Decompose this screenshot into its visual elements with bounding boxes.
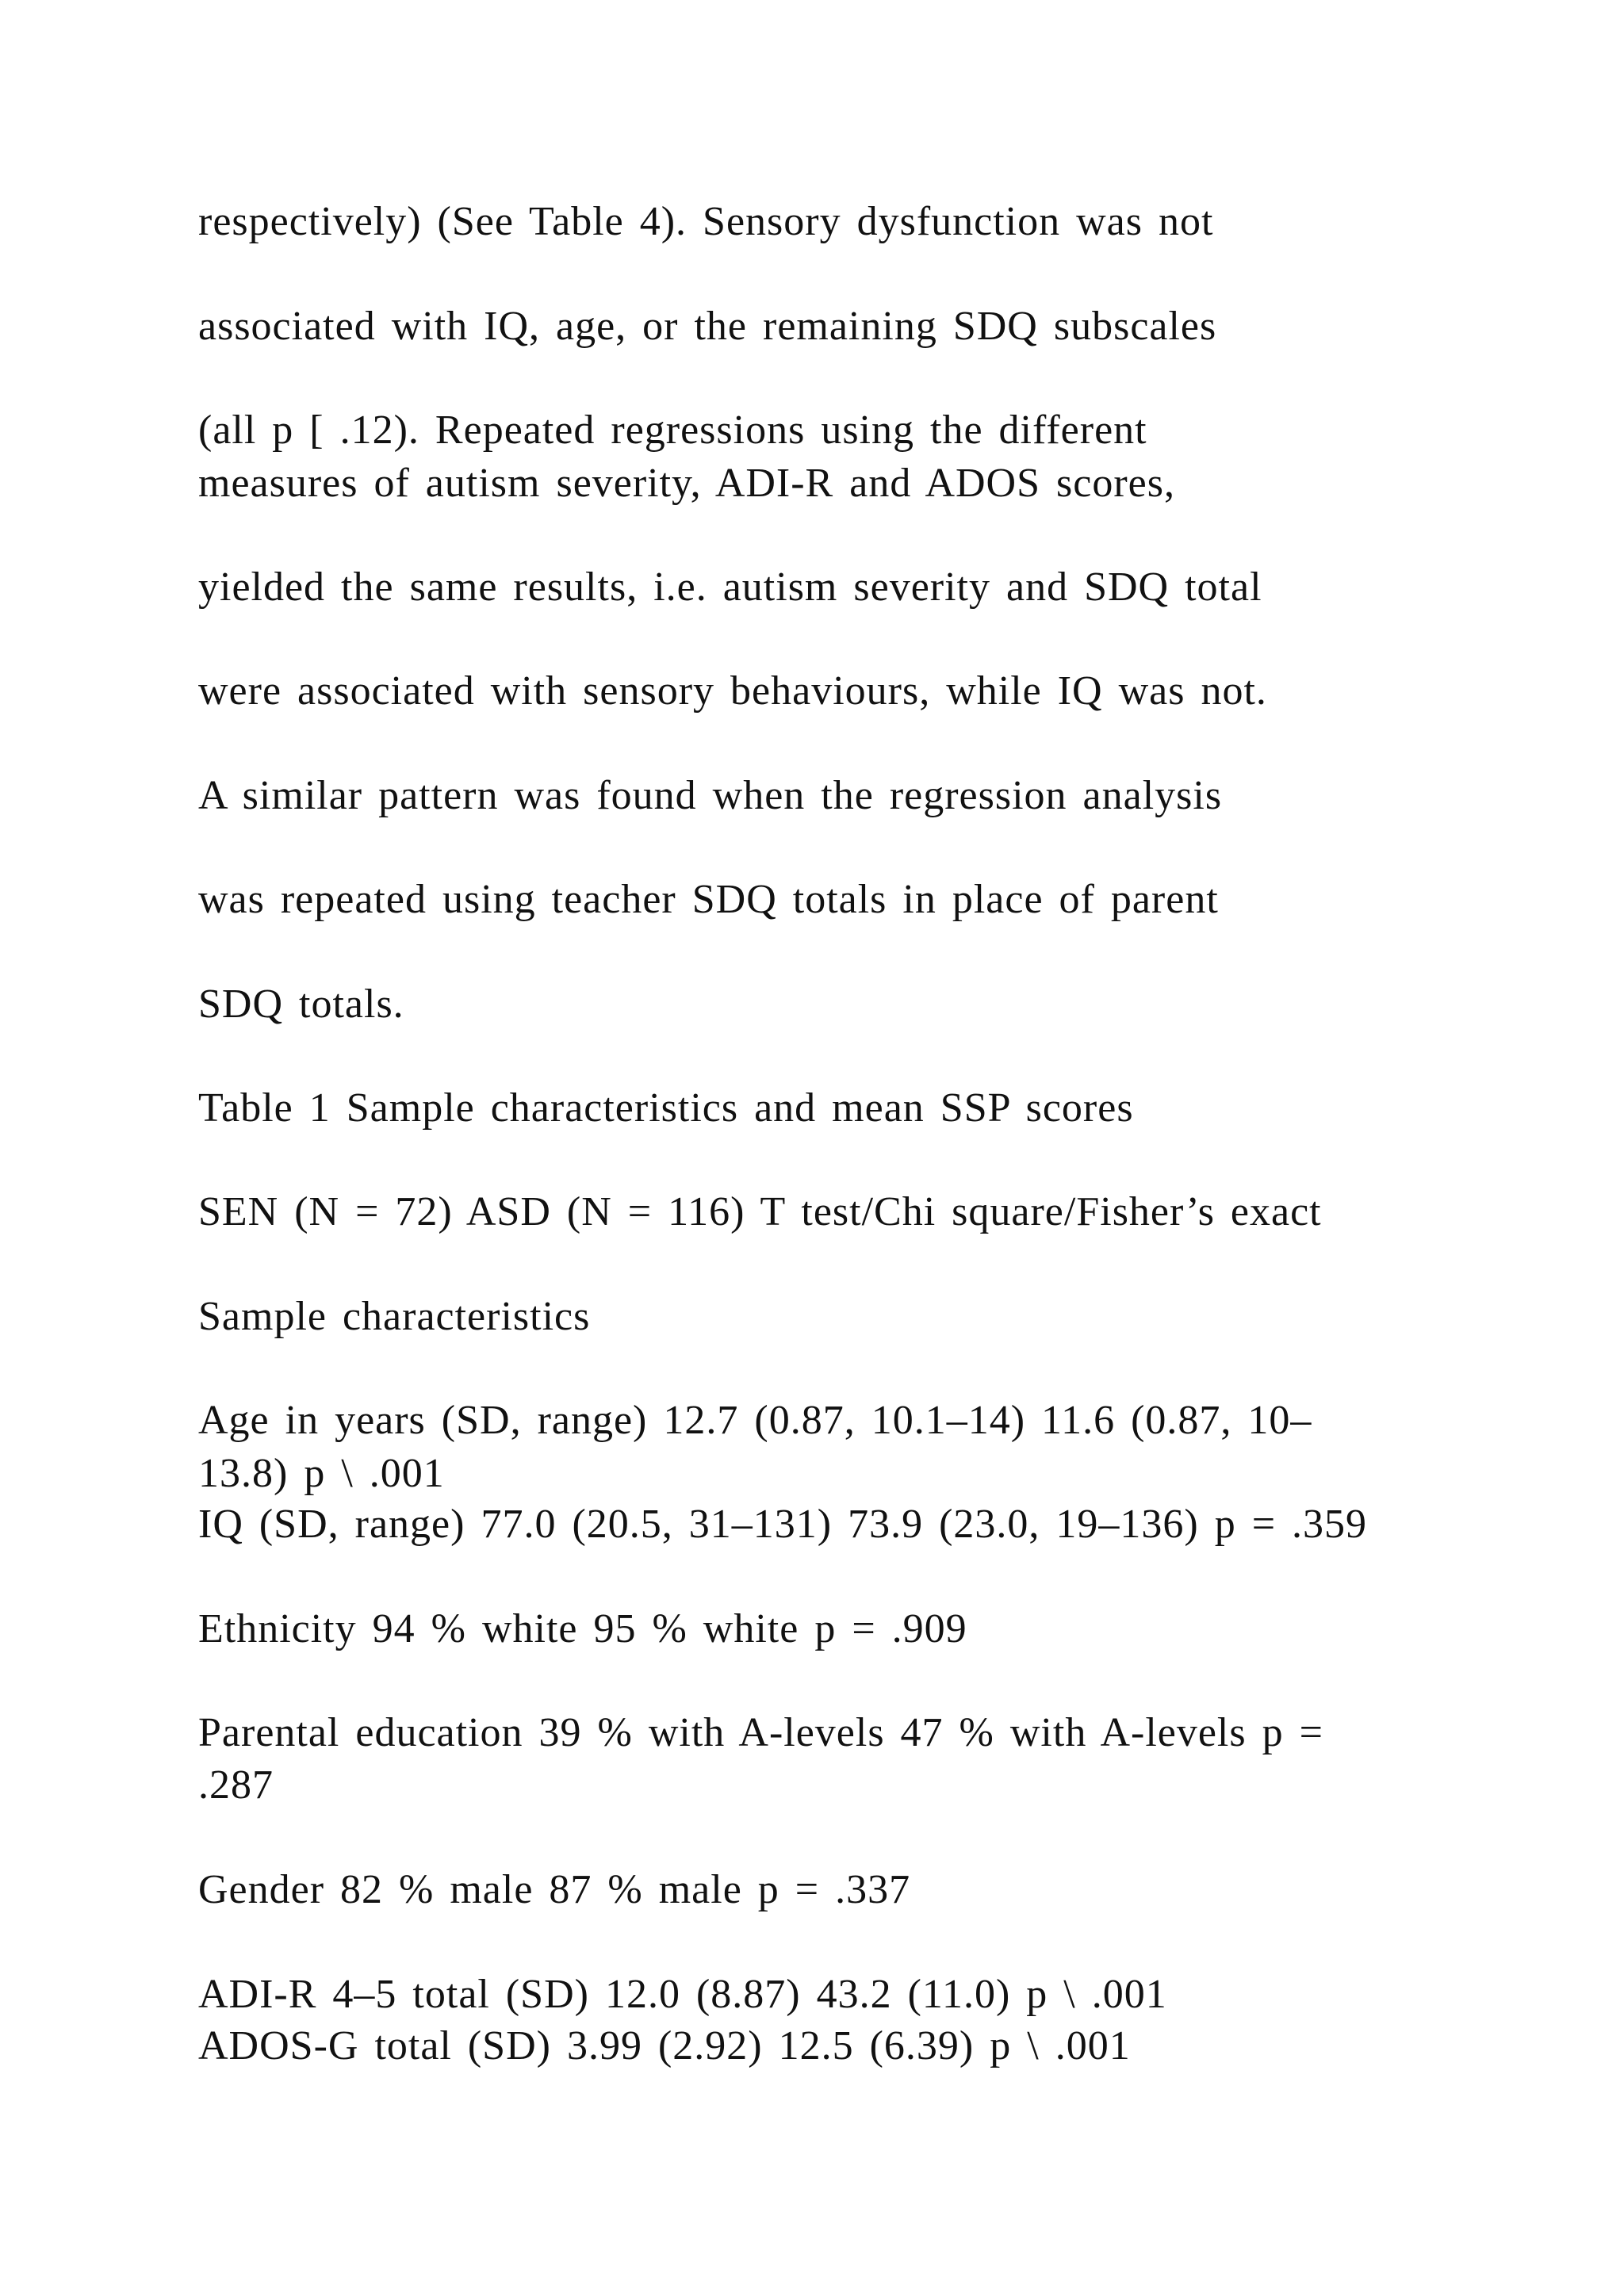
body-text-line: yielded the same results, i.e. autism severity and SDQ total: [198, 564, 1262, 610]
table-caption: Table 1 Sample characteristics and mean SSP scores: [198, 1085, 1134, 1131]
body-text-line: SDQ totals.: [198, 982, 404, 1027]
table-header-row: SEN (N = 72) ASD (N = 116) T test/Chi square/Fisher’s exact: [198, 1189, 1322, 1234]
table-row-text: .287: [198, 1762, 274, 1808]
table-section-heading: Sample characteristics: [198, 1294, 591, 1339]
body-text-line: was repeated using teacher SDQ totals in place of parent: [198, 877, 1219, 922]
body-text-line: A similar pattern was found when the regression analysis: [198, 773, 1223, 818]
body-text-line: respectively) (See Table 4). Sensory dysfunction was not: [198, 199, 1214, 244]
table-row-text: 13.8) p \ .001: [198, 1451, 445, 1496]
table-row-text: Parental education 39 % with A-levels 47 % with A-levels p =: [198, 1710, 1323, 1755]
table-row-text: ADI-R 4–5 total (SD) 12.0 (8.87) 43.2 (11.0) p \ .001: [198, 1972, 1167, 2017]
body-text-line: (all p [ .12). Repeated regressions using the different: [198, 408, 1147, 453]
body-text-line: measures of autism severity, ADI-R and ADOS scores,: [198, 461, 1175, 506]
body-text-line: were associated with sensory behaviours, while IQ was not.: [198, 668, 1267, 714]
table-row-text: Age in years (SD, range) 12.7 (0.87, 10.1–14) 11.6 (0.87, 10–: [198, 1398, 1312, 1443]
table-row-text: ADOS-G total (SD) 3.99 (2.92) 12.5 (6.39) p \ .001: [198, 2023, 1131, 2068]
body-text-line: associated with IQ, age, or the remaining SDQ subscales: [198, 304, 1217, 349]
table-row-text: IQ (SD, range) 77.0 (20.5, 31–131) 73.9 (23.0, 19–136) p = .359: [198, 1502, 1368, 1547]
table-row-text: Gender 82 % male 87 % male p = .337: [198, 1867, 911, 1912]
table-row-text: Ethnicity 94 % white 95 % white p = .909: [198, 1606, 967, 1651]
